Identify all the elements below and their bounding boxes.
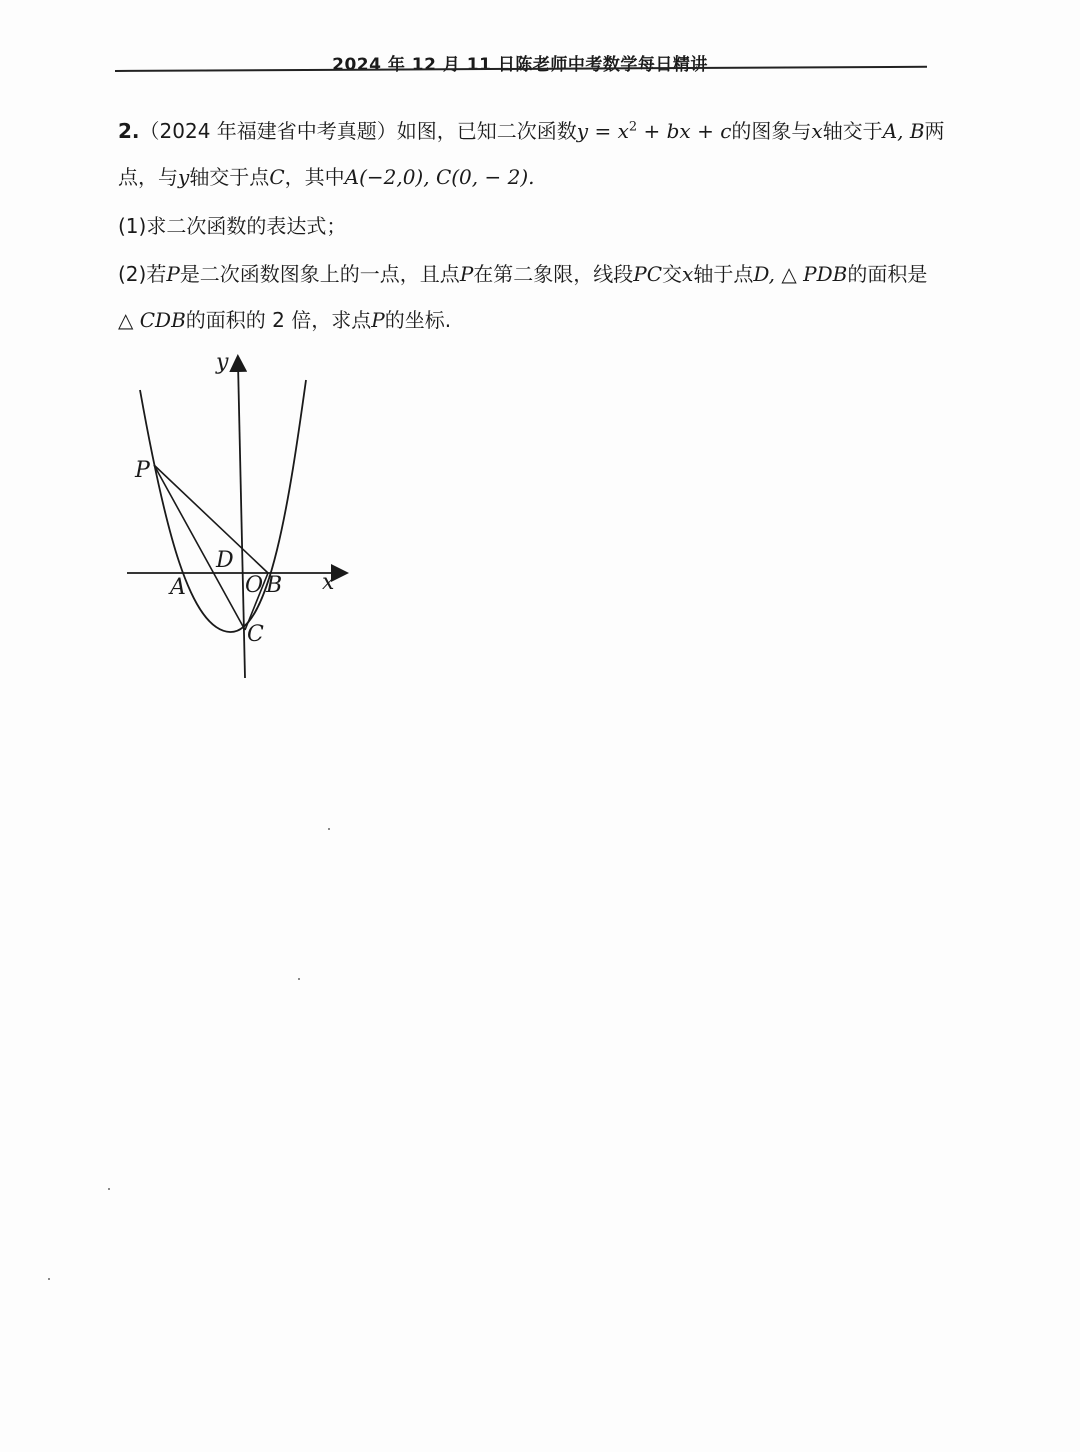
triangle-symbol-2: △ [118, 308, 140, 332]
formula-c: c [720, 119, 732, 143]
segment-PB-line [154, 465, 268, 573]
point-P-3: P [371, 308, 385, 332]
part-2-text-i: 的坐标. [384, 308, 452, 332]
scan-speck [298, 978, 300, 980]
var-y: y [178, 165, 190, 189]
triangle-symbol-1: △ [775, 262, 804, 286]
coordinates-A-C: A(−2,0), C(0, − 2). [344, 165, 535, 189]
text-graph-with: 的图象与 [731, 119, 812, 143]
formula-x: x [617, 119, 629, 143]
formula-plus-2: + [690, 119, 721, 143]
formula-bx: bx [666, 119, 691, 143]
part-2-line-2 [118, 306, 451, 334]
label-x: x [322, 570, 335, 595]
text-points-with: 点，与 [118, 165, 178, 189]
label-O: O [245, 573, 264, 598]
triangle-PDB: PDB [803, 262, 848, 286]
scan-speck [48, 1278, 50, 1280]
formula-eq: = [588, 119, 618, 143]
formula-exponent: 2 [628, 119, 638, 135]
text-where: ，其中 [284, 165, 345, 189]
formula-plus-1: + [637, 119, 667, 143]
formula-y: y [576, 119, 589, 143]
scan-speck [108, 1188, 110, 1190]
triangle-CDB: CDB [139, 308, 186, 332]
part-2-text-b: 是二次函数图象上的一点，且点 [179, 262, 460, 286]
problem-source: （2024 年福建省中考真题） [139, 119, 397, 143]
part-2-text-e: 轴于点 [693, 262, 754, 286]
label-C: C [247, 622, 264, 647]
page-header: 2024 年 12 月 11 日陈老师中考数学每日精讲 [332, 55, 708, 75]
points-AB: A, B [882, 119, 925, 143]
part-2-var-x: x [682, 262, 694, 286]
problem-line-2 [118, 163, 535, 191]
part-2-text-d: 交 [662, 262, 683, 286]
var-x: x [811, 119, 823, 143]
point-C: C [269, 165, 285, 189]
label-A: A [170, 575, 186, 600]
text-two: 两 [924, 119, 945, 143]
point-P-2: P [459, 262, 474, 286]
label-y: y [216, 350, 229, 375]
part-2-prefix: (2)若 [118, 262, 167, 286]
problem-line-1 [118, 117, 945, 145]
part-2-text-g: 的面积是 [847, 262, 928, 286]
segment-PC: PC [633, 262, 663, 286]
text-axis-at-point: 轴交于点 [189, 165, 270, 189]
part-1-question: (1)求二次函数的表达式； [118, 214, 347, 238]
label-B: B [266, 573, 283, 598]
scan-speck [328, 828, 330, 830]
text-axis-meets: 轴交于 [822, 119, 883, 143]
part-2-text-c: 在第二象限，线段 [473, 262, 634, 286]
point-D: D, [753, 262, 776, 286]
part-2-line-1 [118, 260, 927, 288]
problem-intro: 如图，已知二次函数 [396, 119, 577, 143]
label-D: D [216, 548, 234, 573]
parabola-figure [110, 345, 360, 685]
part-2-text-h: 的面积的 2 倍，求点 [185, 308, 372, 332]
label-P: P [135, 458, 150, 483]
point-P-1: P [166, 262, 180, 286]
problem-number: 2. [118, 119, 140, 143]
